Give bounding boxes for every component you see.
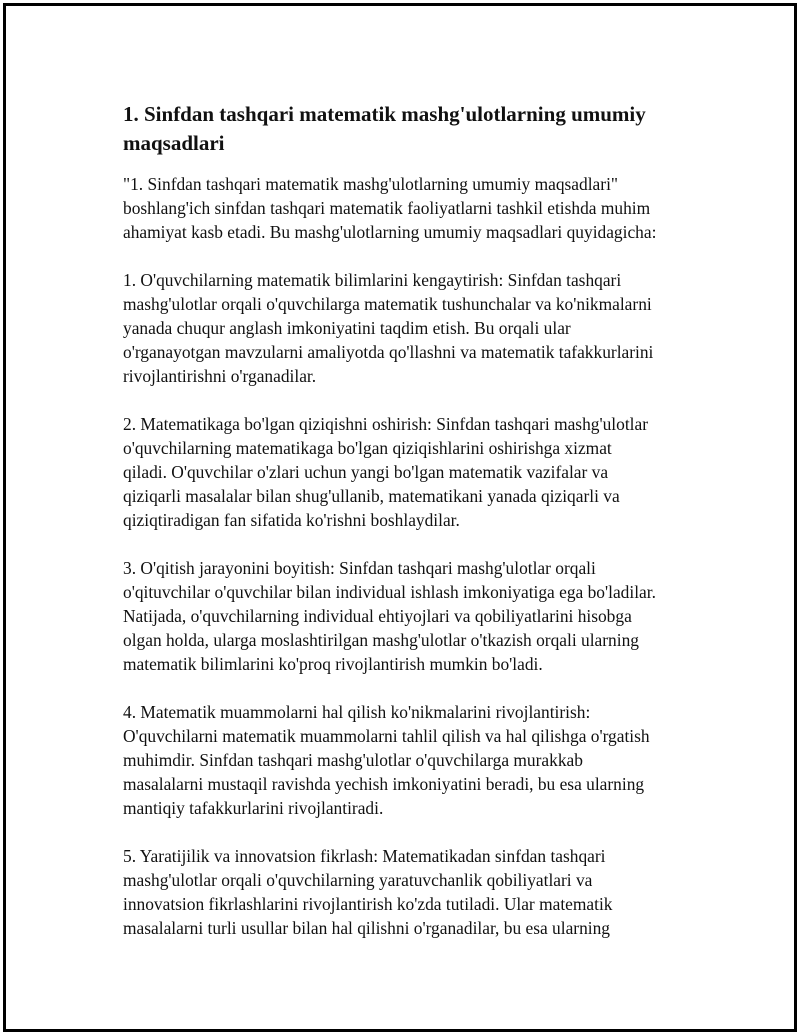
paragraph-5: 5. Yaratijilik va innovatsion fikrlash: Matematikadan sinfdan tashqari mashg'ulotlar orqali o'quvchilarning yaratuvchanlik qobiliyatlari va innovatsion fikrlashlarini rivojlantirish ko'zda tutiladi. Ular matematik masalalarni turli usullar bilan hal qilishni o'rganadilar, bu esa ularning: [123, 846, 613, 938]
paragraph-2: 2. Matematikaga bo'lgan qiziqishni oshirish: Sinfdan tashqari mashg'ulotlar o'quvchilarning matematikaga bo'lgan qiziqishlarini oshirishga xizmat qiladi. O'quvchilar o'zlari uchun yangi bo'lgan matematik vazifalar va qiziqarli masalalar bilan shug'ullanib, matematikani yanada qiziqarli va qiziqtiradigan fan sifatida ko'rishni boshlaydilar.: [123, 414, 648, 530]
page-frame: [3, 3, 797, 1032]
intro-paragraph: "1. Sinfdan tashqari matematik mashg'ulotlarning umumiy maqsadlari" boshlang'ich sinfdan tashqari matematik faoliyatlarni tashkil etishda muhim ahamiyat kasb etadi. Bu mashg'ulotlarning umumiy maqsadlari quyidagicha:: [123, 174, 657, 242]
document-body: [123, 100, 703, 964]
paragraph-4: 4. Matematik muammolarni hal qilish ko'nikmalarini rivojlantirish: O'quvchilarni matematik muammolarni tahlil qilish va hal qilishga o'rgatish muhimdir. Sinfdan tashqari mashg'ulotlar o'quvchilarga murakkab masalalarni mustaqil ravishda yechish imkoniyatini beradi, bu esa ularning mantiqiy tafakkurlarini rivojlantiradi.: [123, 702, 650, 818]
page-title: 1. Sinfdan tashqari matematik mashg'ulotlarning umumiy maqsadlari: [123, 102, 646, 155]
paragraph-1: 1. O'quvchilarning matematik bilimlarini kengaytirish: Sinfdan tashqari mashg'ulotlar orqali o'quvchilarga matematik tushunchalar va ko'nikmalarni yanada chuqur anglash imkoniyatini taqdim etish. Bu orqali ular o'rganayotgan mavzularni amaliyotda qo'llashni va matematik tafakkurlarini rivojlantirishni o'rganadilar.: [123, 270, 654, 386]
paragraph-3: 3. O'qitish jarayonini boyitish: Sinfdan tashqari mashg'ulotlar orqali o'qituvchilar o'quvchilar bilan individual ishlash imkoniyatiga ega bo'ladilar. Natijada, o'quvchilarning individual ehtiyojlari va qobiliyatlarini hisobga olgan holda, ularga moslashtirilgan mashg'ulotlar o'tkazish orqali ularning matematik bilimlarini ko'proq rivojlantirish mumkin bo'ladi.: [123, 558, 656, 674]
